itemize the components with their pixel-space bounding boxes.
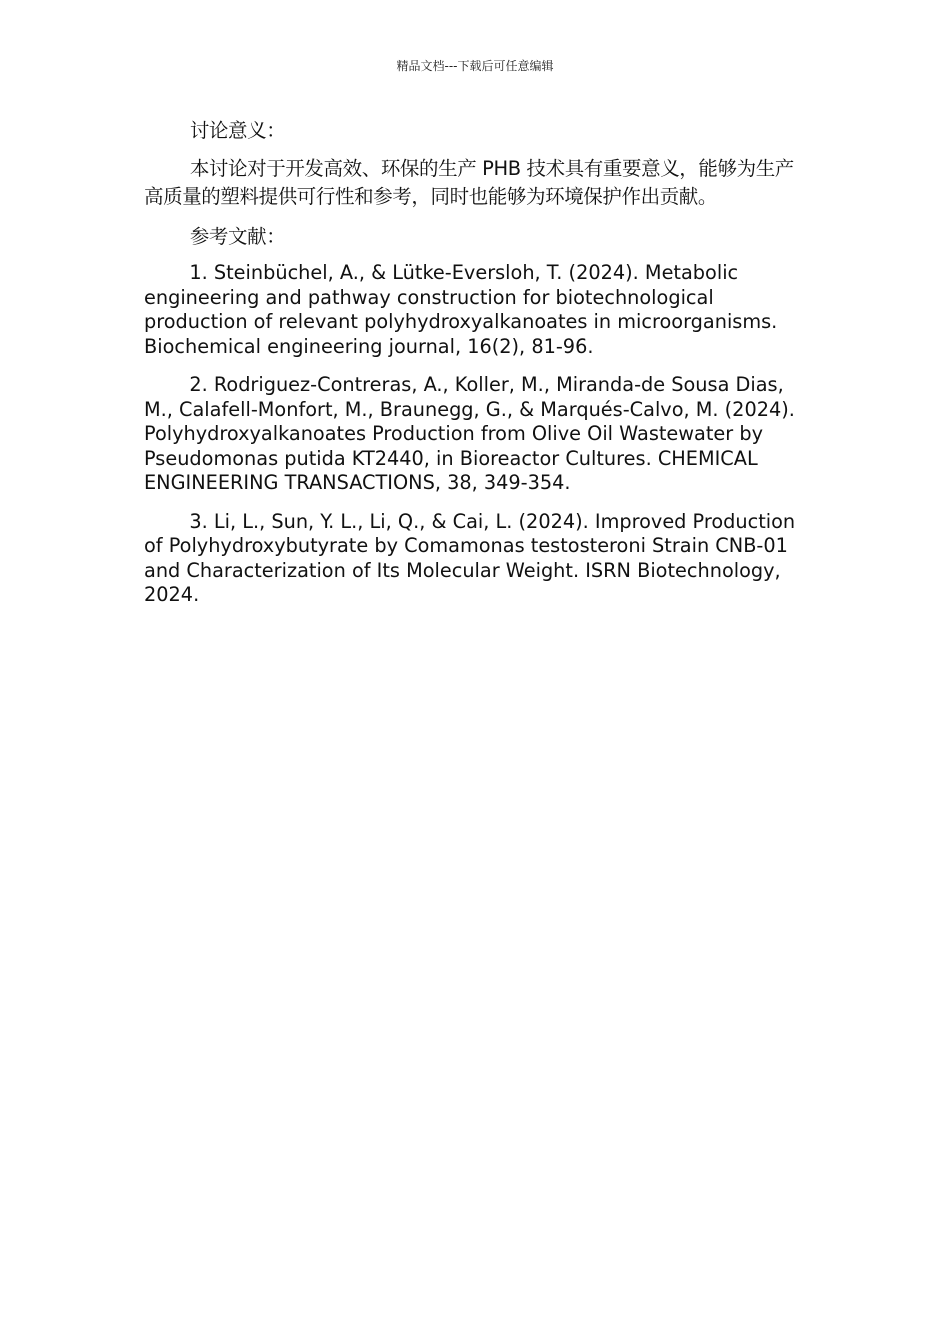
- reference-item-1: 1. Steinbüchel, A., & Lütke-Eversloh, T. (2024). Metabolic engineering and pathway construction for biotechnological production of relevant polyhydroxyalkanoates in microorganisms. Biochemical engineering journal, 16(2), 81-96.: [144, 261, 778, 358]
- reference-item-3: 3. Li, L., Sun, Y. L., Li, Q., & Cai, L. (2024). Improved Production of Polyhydroxybutyrate by Comamonas testosteroni Strain CNB-01 and Characterization of Its Molecular Weight. ISRN Biotechnology, 2024.: [144, 509, 796, 606]
- document-body: [144, 117, 806, 622]
- page-header: 精品文档---下载后可任意编辑: [396, 59, 554, 73]
- reference-item-2: 2. Rodriguez-Contreras, A., Koller, M., Miranda-de Sousa Dias, M., Calafell-Monfort, M., Braunegg, G., & Marqués-Calvo, M. (2024). Polyhydroxyalkanoates Production from Olive Oil Wastewater by Pseudomonas putida KT2440, in Bioreactor Cultures. CHEMICAL ENGINEERING TRANSACTIONS, 38, 349-354.: [144, 373, 795, 494]
- reference-list: [144, 261, 806, 608]
- references-heading: 参考文献：: [189, 225, 286, 248]
- discussion-heading: 讨论意义：: [189, 119, 286, 142]
- discussion-paragraph: 本讨论对于开发高效、环保的生产 PHB 技术具有重要意义，能够为生产高质量的塑料提供可行性和参考，同时也能够为环境保护作出贡献。: [144, 157, 794, 208]
